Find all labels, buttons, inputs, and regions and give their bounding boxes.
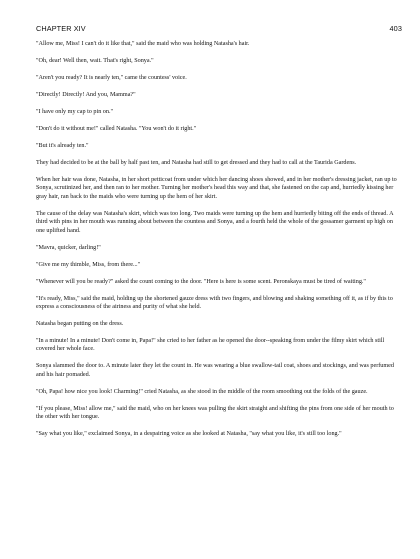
paragraph: "Don't do it without me!" called Natasha. "You won't do it right."	[36, 126, 197, 132]
paragraph: "If you please, Miss! allow me," said the maid, who on her knees was pulling the skirt straight and shifting the pins from one side of her mouth to the other with her tongue.	[36, 405, 394, 421]
paragraph: "Directly! Directly! And you, Mamma?"	[36, 92, 136, 98]
paragraph: "Oh, dear! Well then, wait. That's right, Sonya."	[36, 58, 154, 64]
paragraph: "Aren't you ready? It is nearly ten," came the countess' voice.	[36, 75, 187, 81]
paragraph: "I have only my cap to pin on."	[36, 109, 113, 115]
paragraph: When her hair was done, Natasha, in her short petticoat from under which her dancing shoes showed, and in her mother's dressing jacket, ran up to Sonya, scrutinized her, and then ran to her mother. Turning her mother's head this way and that, she fastened on the cap and, hurriedly kissing her gray hair, ran back to the maids who were turning up the hem of her skirt.	[36, 177, 397, 200]
page-number: 403	[389, 24, 402, 33]
paragraph: "But it's already ten."	[36, 143, 89, 149]
paragraph: Sonya slammed the door to. A minute later they let the count in. He was wearing a blue swallow-tail coat, shoes and stockings, and was perfumed and his hair pomaded.	[36, 363, 394, 378]
paragraph: "Mavra, quicker, darling!"	[36, 244, 101, 251]
paragraph: "Allow me, Miss! I can't do it like that," said the maid who was holding Natasha's hair.	[36, 41, 250, 47]
paragraph: "Whenever will you be ready?" asked the count coming to the door. "Here is here is some scent. Peronskaya must be tired of waiting."	[36, 278, 366, 285]
chapter-title: CHAPTER XIV	[36, 24, 86, 33]
running-head	[36, 24, 402, 33]
body-text	[36, 40, 402, 439]
paragraph: Natasha began putting on the dress.	[36, 321, 124, 328]
paragraph: The cause of the delay was Natasha's skirt, which was too long. Two maids were turning up the hem and hurriedly biting off the ends of thread. A third with pins in her mouth was running about between the countess and Sonya, and a fourth held the whole of the gossamer garment up high on one uplifted hand.	[36, 210, 394, 234]
paragraph: "It's ready, Miss," said the maid, holding up the shortened gauze dress with two fingers, and blowing and shaking something off it, as if by this to express a consciousness of the airiness and purity of what she held.	[36, 295, 393, 311]
paragraph: "Say what you like," exclaimed Sonya, in a despairing voice as she looked at Natasha, "say what you like, it's still too long."	[36, 431, 342, 438]
paragraph: They had decided to be at the ball by half past ten, and Natasha had still to get dressed and they had to call at the Taurida Gardens.	[36, 160, 357, 166]
paragraph: "Give me my thimble, Miss, from there..."	[36, 261, 141, 268]
paragraph: "Oh, Papa! how nice you look! Charming!" cried Natasha, as she stood in the middle of the room smoothing out the folds of the gauze.	[36, 388, 368, 395]
paragraph: "In a minute! In a minute! Don't come in, Papa!" she cried to her father as he opened the door--speaking from under the filmy skirt which still covered her whole face.	[36, 338, 385, 353]
